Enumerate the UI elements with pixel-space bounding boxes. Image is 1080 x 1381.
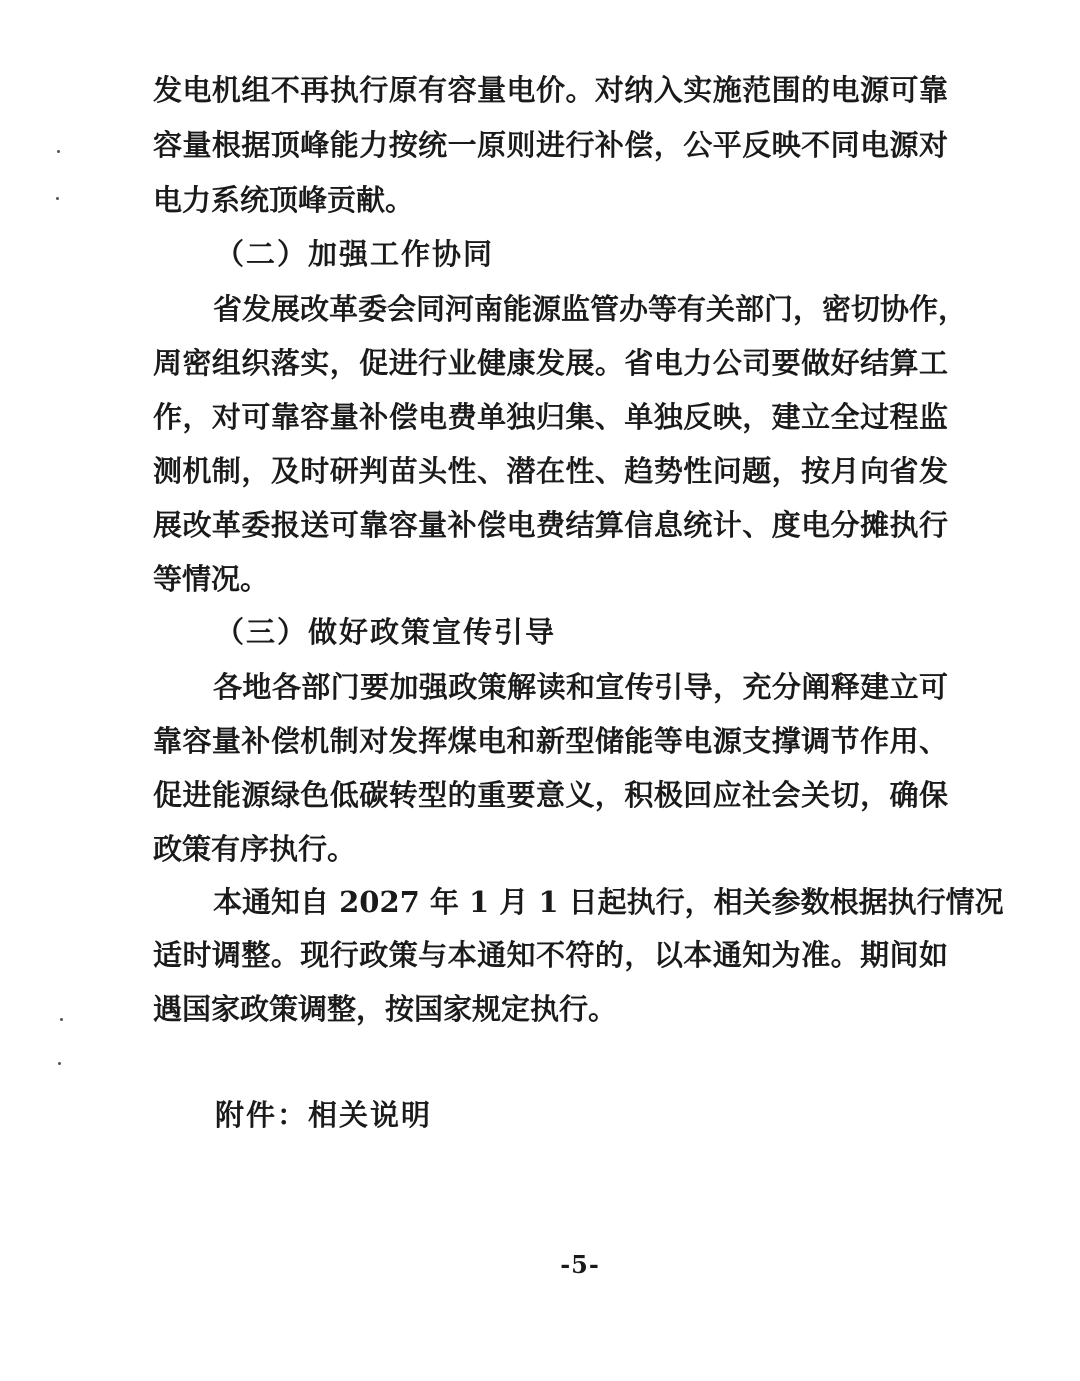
paragraph-line: 各地各部门要加强政策解读和宣传引导，充分阐释建立可 bbox=[213, 670, 948, 704]
paragraph-line: 电力系统顶峰贡献。 bbox=[153, 183, 415, 217]
attachment-label: 附件：相关说明 bbox=[215, 1098, 433, 1132]
paragraph-line: 靠容量补偿机制对发挥煤电和新型储能等电源支撑调节作用、 bbox=[153, 724, 948, 758]
paragraph-line: 作，对可靠容量补偿电费单独归集、单独反映，建立全过程监 bbox=[153, 400, 948, 434]
paragraph-line: 展改革委报送可靠容量补偿电费结算信息统计、度电分摊执行 bbox=[153, 508, 948, 542]
paragraph-line: 本通知自 2027 年 1 月 1 日起执行，相关参数根据执行情况 bbox=[213, 885, 1004, 919]
scan-speck bbox=[60, 1018, 63, 1021]
scan-speck bbox=[58, 1062, 61, 1065]
scan-speck bbox=[57, 150, 60, 153]
scan-speck bbox=[56, 197, 59, 200]
paragraph-line: 适时调整。现行政策与本通知不符的，以本通知为准。期间如 bbox=[153, 938, 948, 972]
page-number: -5- bbox=[560, 1250, 600, 1279]
paragraph-line: 测机制，及时研判苗头性、潜在性、趋势性问题，按月向省发 bbox=[153, 454, 948, 488]
paragraph-line: 遇国家政策调整，按国家规定执行。 bbox=[153, 992, 618, 1026]
paragraph-line: 促进能源绿色低碳转型的重要意义，积极回应社会关切，确保 bbox=[153, 778, 948, 812]
paragraph-line: 省发展改革委会同河南能源监管办等有关部门，密切协作， bbox=[213, 292, 968, 326]
paragraph-line: 容量根据顶峰能力按统一原则进行补偿，公平反映不同电源对 bbox=[153, 128, 948, 162]
paragraph-line: 周密组织落实，促进行业健康发展。省电力公司要做好结算工 bbox=[153, 346, 948, 380]
paragraph-line: 等情况。 bbox=[153, 562, 270, 596]
paragraph-line: 发电机组不再执行原有容量电价。对纳入实施范围的电源可靠 bbox=[153, 73, 948, 107]
section-heading: （三）做好政策宣传引导 bbox=[215, 615, 557, 649]
paragraph-line: 政策有序执行。 bbox=[153, 832, 357, 866]
section-heading: （二）加强工作协同 bbox=[215, 237, 495, 271]
